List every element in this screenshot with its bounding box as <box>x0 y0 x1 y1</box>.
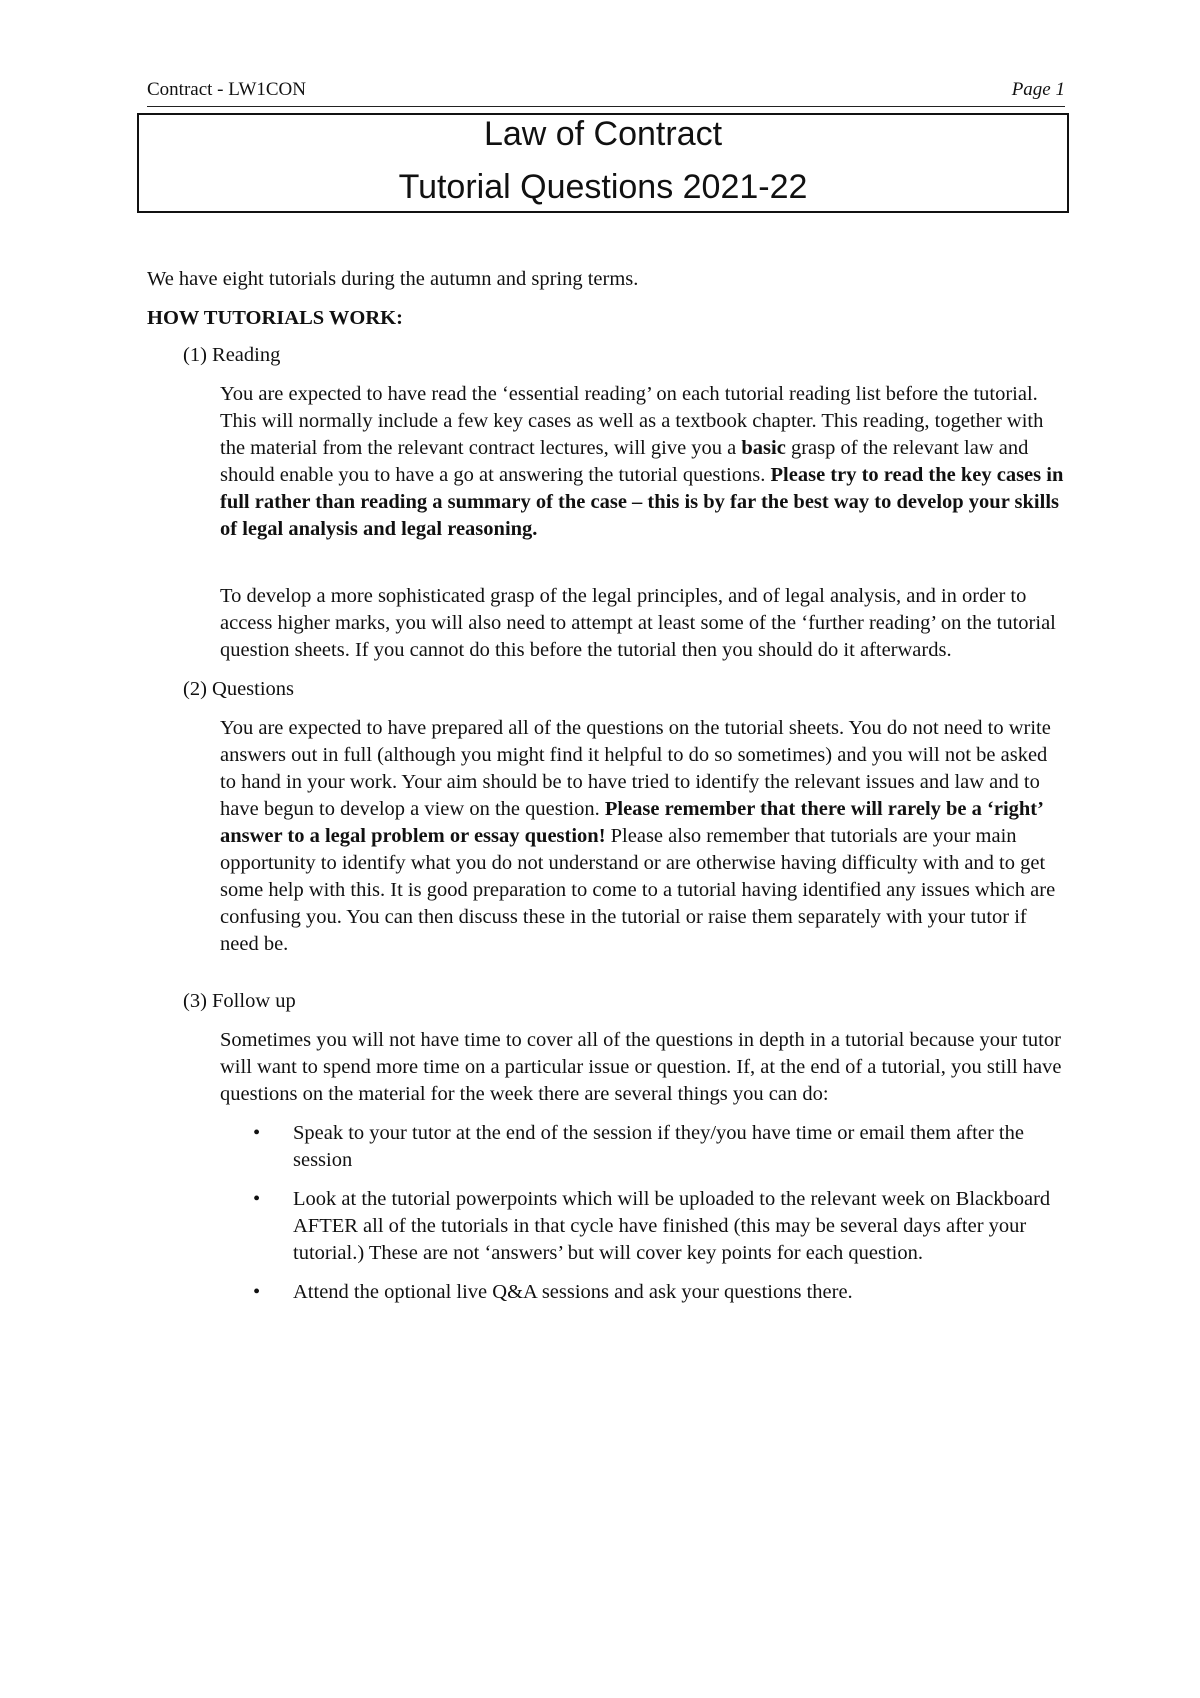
list-item-text: Attend the optional live Q&A sessions and ask your questions there. <box>293 1281 853 1303</box>
questions-heading: (2) Questions <box>183 678 295 700</box>
running-header <box>147 78 1065 107</box>
questions-text-a: You are expected to have prepared all of the questions on the tutorial sheets. You do not need to write answers out in full (although you might find it helpful to do so sometimes) and you will not be asked to hand in your work. Your aim should be to have tried to identify the relevant issues and law and to have begun to develop a view on the question. <box>220 717 1051 820</box>
followup-bullet-list <box>220 1120 1067 1306</box>
intro-paragraph: We have eight tutorials during the autumn and spring terms. <box>147 268 639 290</box>
header-page-number: Page 1 <box>1011 79 1065 100</box>
questions-bold-note: Please remember that there will rarely be a ‘right’ answer to a legal problem or essay question! <box>220 798 1043 847</box>
bullet-icon: • <box>253 1281 261 1303</box>
questions-paragraph <box>220 715 1067 958</box>
reading-paragraph-1 <box>220 381 1067 543</box>
header-course-code: Contract - LW1CON <box>147 79 306 100</box>
title-box <box>137 113 1069 213</box>
bullet-icon: • <box>253 1122 261 1144</box>
list-item-text: Look at the tutorial powerpoints which will be uploaded to the relevant week on Blackboard AFTER all of the tutorials in that cycle have finished (this may be several days after your tutorial.) These are not ‘answers’ but will cover key points for each question. <box>293 1188 1051 1264</box>
reading-bold-basic: basic <box>741 437 786 459</box>
list-item <box>220 1120 1067 1174</box>
reading-bold-advice: Please try to read the key cases in full rather than reading a summary of the case – this is by far the best way to develop your skills of legal analysis and legal reasoning. <box>220 464 1064 540</box>
bullet-icon: • <box>253 1188 261 1210</box>
reading-text-b: grasp of the relevant law and should enable you to have a go at answering the tutorial questions. <box>220 437 1029 486</box>
followup-paragraph: Sometimes you will not have time to cover all of the questions in depth in a tutorial because your tutor will want to spend more time on a particular issue or question. If, at the end of a tutorial, you still have questions on the material for the week there are several things you can do: <box>220 1029 1062 1105</box>
section-heading: HOW TUTORIALS WORK: <box>147 307 403 329</box>
document-subtitle: Tutorial Questions 2021-22 <box>398 168 808 206</box>
reading-heading: (1) Reading <box>183 344 281 366</box>
list-item-text: Speak to your tutor at the end of the session if they/you have time or email them after the session <box>293 1122 1024 1171</box>
followup-heading: (3) Follow up <box>183 990 296 1012</box>
body-content <box>147 266 1067 1318</box>
list-item <box>220 1279 1067 1306</box>
questions-text-b: Please also remember that tutorials are your main opportunity to identify what you do not understand or are otherwise having difficulty with and to get some help with this. It is good preparation to come to a tutorial having identified any issues which are confusing you. You can then discuss these in the tutorial or raise them separately with your tutor if need be. <box>220 825 1056 955</box>
reading-text-a: You are expected to have read the ‘essential reading’ on each tutorial reading list before the tutorial. This will normally include a few key cases as well as a textbook chapter. This reading, together with the material from the relevant contract lectures, will give you a <box>220 383 1044 459</box>
reading-paragraph-2: To develop a more sophisticated grasp of the legal principles, and of legal analysis, and in order to access higher marks, you will also need to attempt at least some of the ‘further reading’ on the tutorial question sheets. If you cannot do this before the tutorial then you should do it afterwards. <box>220 585 1056 661</box>
list-item <box>220 1186 1067 1267</box>
document-title: Law of Contract <box>483 115 723 153</box>
